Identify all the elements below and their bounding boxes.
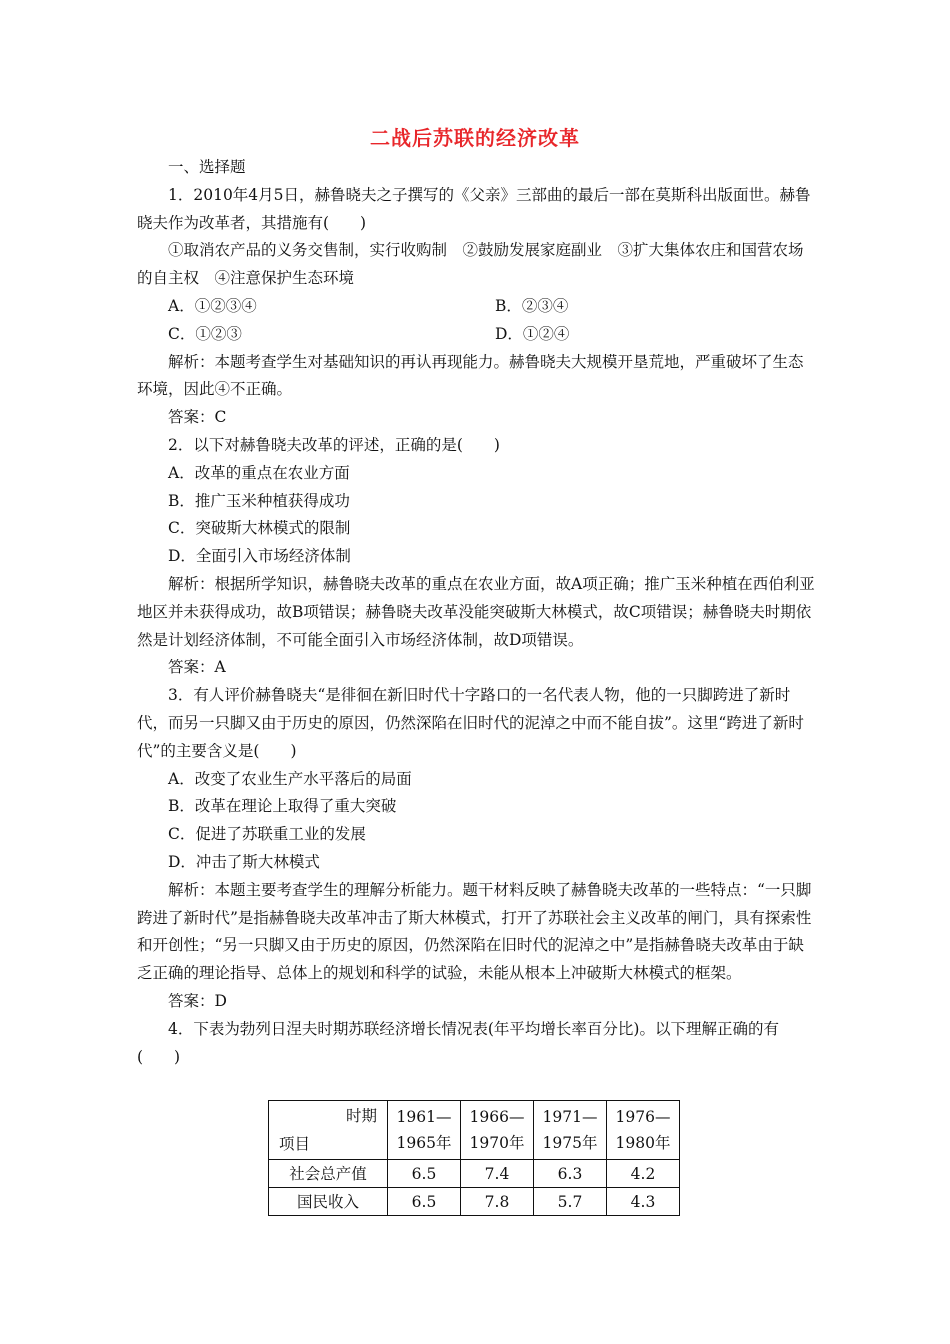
table-cell: 5.7 [534, 1188, 607, 1216]
period-header: 1961— 1965年 [388, 1101, 461, 1160]
corner-period-label: 时期 [345, 1107, 377, 1125]
question-2-stem: 2．以下对赫鲁晓夫改革的评述，正确的是( ) [168, 435, 500, 454]
question-2-option-d: D．全面引入市场经济体制 [168, 547, 351, 566]
question-1-stem: 1．2010年4月5日，赫鲁晓夫之子撰写的《父亲》三部曲的最后一部在莫斯科出版面世。赫鲁晓夫作为改革者，其措施有( ) [137, 185, 811, 232]
question-2-analysis: 解析：根据所学知识，赫鲁晓夫改革的重点在农业方面，故A项正确；推广玉米种植在西伯利亚地区并未获得成功，故B项错误；赫鲁晓夫改革没能突破斯大林模式，故C项错误；赫鲁晓夫时期依然是计划经济体制，不可能全面引入市场经济体制，故D项错误。 [137, 574, 815, 649]
question-1-options-row-2 [137, 321, 817, 349]
table-cell: 6.5 [388, 1160, 461, 1188]
question-3-analysis: 解析：本题主要考查学生的理解分析能力。题干材料反映了赫鲁晓夫改革的一些特点：“一只脚跨进了新时代”是指赫鲁晓夫改革冲击了斯大林模式，打开了苏联社会主义改革的闸门，具有探索性和开创性；“另一只脚又由于历史的原因，仍然深陷在旧时代的泥淖之中”是指赫鲁晓夫改革由于缺乏正确的理论指导、总体上的规划和科学的试验，未能从根本上冲破斯大林模式的框架。 [137, 880, 812, 983]
period-header: 1971— 1975年 [534, 1101, 607, 1160]
growth-table [268, 1100, 680, 1216]
document-body [137, 154, 817, 1071]
period-header: 1966— 1970年 [461, 1101, 534, 1160]
page-title: 二战后苏联的经济改革 [370, 126, 580, 150]
table-row [269, 1188, 680, 1216]
table-corner-cell [269, 1101, 388, 1160]
question-2-option-a: A．改革的重点在农业方面 [168, 463, 350, 482]
question-3-option-b: B．改革在理论上取得了重大突破 [168, 797, 397, 816]
table-cell: 7.4 [461, 1160, 534, 1188]
question-2-option-c: C．突破斯大林模式的限制 [168, 519, 351, 538]
question-3-option-c: C．促进了苏联重工业的发展 [168, 825, 366, 844]
table-cell: 4.2 [607, 1160, 680, 1188]
question-3-stem: 3．有人评价赫鲁晓夫“是徘徊在新旧时代十字路口的一名代表人物，他的一只脚跨进了新时代，而另一只脚又由于历史的原因，仍然深陷在旧时代的泥淖之中而不能自拔”。这里“跨进了新时代”的主要含义是( ) [137, 686, 804, 760]
question-3-option-d: D．冲击了斯大林模式 [168, 852, 320, 871]
question-1-option-d: D．①②④ [495, 324, 570, 343]
row-label: 社会总产值 [269, 1160, 388, 1188]
question-1-items: ①取消农产品的义务交售制，实行收购制 ②鼓励发展家庭副业 ③扩大集体农庄和国营农场的自主权 ④注意保护生态环境 [137, 241, 804, 288]
question-3-option-a: A．改变了农业生产水平落后的局面 [168, 769, 412, 788]
section-heading: 一、选择题 [168, 158, 246, 176]
question-1-option-b: B．②③④ [495, 296, 569, 315]
question-1-option-c: C．①②③ [168, 324, 242, 343]
question-1-answer: 答案：C [168, 408, 227, 427]
question-1-analysis: 解析：本题考查学生对基础知识的再认再现能力。赫鲁晓夫大规模开垦荒地，严重破坏了生态环境，因此④不正确。 [137, 352, 804, 399]
question-4-stem: 4．下表为勃列日涅夫时期苏联经济增长情况表(年平均增长率百分比)。以下理解正确的有( ) [137, 1019, 779, 1066]
table-row [269, 1160, 680, 1188]
table-cell: 7.8 [461, 1188, 534, 1216]
row-label: 国民收入 [269, 1188, 388, 1216]
question-1-options-row-1 [137, 293, 817, 321]
table-cell: 6.5 [388, 1188, 461, 1216]
corner-item-label: 项目 [279, 1135, 311, 1153]
table-header-row [269, 1101, 680, 1160]
period-header: 1976— 1980年 [607, 1101, 680, 1160]
question-2-answer: 答案：A [168, 658, 226, 677]
question-2-option-b: B．推广玉米种植获得成功 [168, 491, 350, 510]
table-cell: 6.3 [534, 1160, 607, 1188]
question-1-option-a: A．①②③④ [168, 296, 257, 315]
table-cell: 4.3 [607, 1188, 680, 1216]
question-3-answer: 答案：D [168, 991, 227, 1010]
